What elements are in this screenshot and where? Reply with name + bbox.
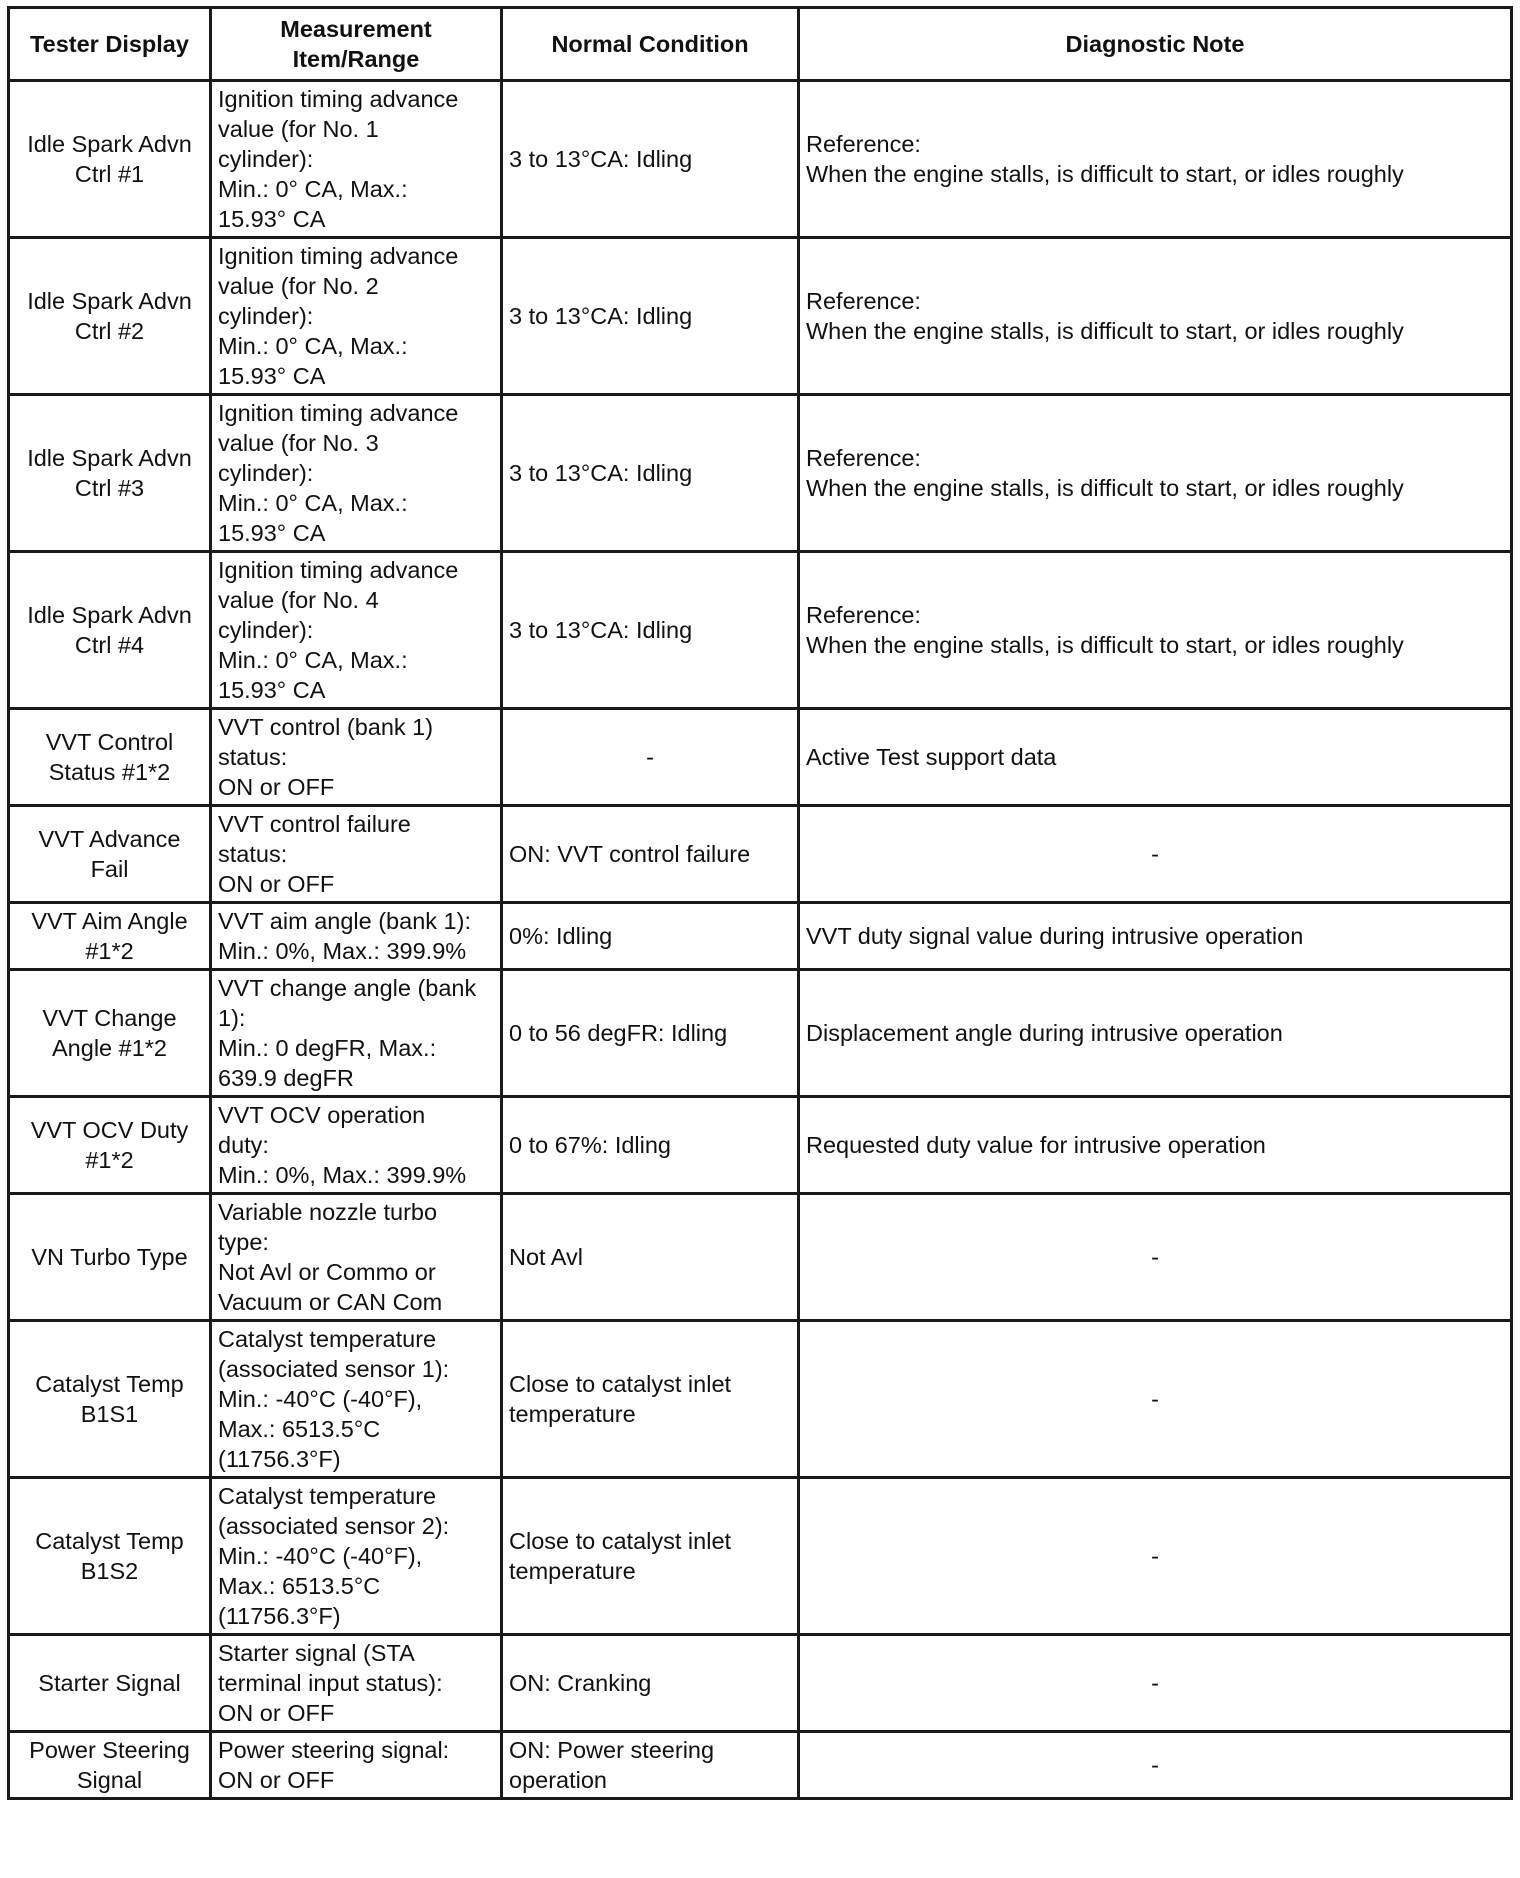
normal-condition-cell [502,1097,799,1194]
cell-text-line: ON: VVT control failure [509,841,751,867]
header-normal-condition: Normal Condition [502,8,799,81]
cell-text-line: Catalyst Temp [35,1528,184,1554]
diagnostic-note-cell [799,238,1512,395]
cell-text-line: #1*2 [85,938,134,964]
cell-text-line: Signal [76,1767,143,1793]
cell-text-line: When the engine stalls, is difficult to start, or idles roughly [806,475,1404,501]
cell-text-line: VVT Control [45,729,174,755]
measurement-cell [211,709,502,806]
tester-display-cell [9,1194,211,1321]
cell-text-line: Ignition timing advance [218,86,459,112]
cell-text-line: Min.: 0° CA, Max.: [218,333,408,359]
header-measurement-line: Item/Range [292,46,420,72]
table-row [9,552,1512,709]
cell-text-line: temperature [509,1401,636,1427]
cell-text-line: - [1151,1244,1159,1270]
normal-condition-cell [502,238,799,395]
diagnostic-note-cell [799,1321,1512,1478]
cell-text-line: Angle #1*2 [52,1035,167,1061]
table-row [9,1097,1512,1194]
cell-text-line: 0 to 56 degFR: Idling [509,1020,728,1046]
cell-text-line: B1S2 [80,1558,139,1584]
cell-text-line: (associated sensor 1): [218,1356,450,1382]
diagnostic-note-cell [799,1732,1512,1799]
diagnostic-note-cell [799,1478,1512,1635]
measurement-cell [211,395,502,552]
cell-text-line: ON or OFF [218,1767,335,1793]
cell-text-line: VVT control failure [218,811,411,837]
header-row [9,8,1512,81]
cell-text-line: value (for No. 4 [218,587,379,613]
cell-text-line: cylinder): [218,460,314,486]
header-diagnostic-note: Diagnostic Note [799,8,1512,81]
cell-text-line: value (for No. 3 [218,430,379,456]
cell-text-line: - [1151,1543,1159,1569]
cell-text-line: Catalyst Temp [35,1371,184,1397]
cell-text-line: status: [218,744,288,770]
cell-text-line: 15.93° CA [218,677,326,703]
measurement-cell [211,1732,502,1799]
cell-text-line: 0%: Idling [509,923,613,949]
cell-text-line: Ctrl #2 [74,318,145,344]
cell-text-line: When the engine stalls, is difficult to start, or idles roughly [806,318,1404,344]
cell-text-line: Reference: [806,602,921,628]
measurement-cell [211,1194,502,1321]
tester-display-cell [9,1321,211,1478]
cell-text-line: VVT Aim Angle [31,908,188,934]
cell-text-line: (11756.3°F) [218,1446,341,1472]
normal-condition-cell [502,970,799,1097]
cell-text-line: Not Avl or Commo or [218,1259,436,1285]
cell-text-line: ON or OFF [218,774,335,800]
diagnostic-note-cell [799,806,1512,903]
cell-text-line: ON or OFF [218,1700,335,1726]
normal-condition-cell [502,81,799,238]
cell-text-line: - [646,744,654,770]
cell-text-line: VVT change angle (bank [218,975,477,1001]
cell-text-line: operation [509,1767,607,1793]
normal-condition-cell [502,395,799,552]
cell-text-line: Power steering signal: [218,1737,450,1763]
cell-text-line: Min.: 0%, Max.: 399.9% [218,1162,467,1188]
diagnostic-data-table [7,6,1513,1800]
cell-text-line: VVT Change [42,1005,177,1031]
cell-text-line: Displacement angle during intrusive operation [806,1020,1283,1046]
cell-text-line: VN Turbo Type [31,1244,188,1270]
table-header [9,8,1512,81]
cell-text-line: 3 to 13°CA: Idling [509,617,693,643]
table-row [9,806,1512,903]
measurement-cell [211,1097,502,1194]
diagnostic-note-cell [799,1097,1512,1194]
normal-condition-cell [502,903,799,970]
measurement-cell [211,806,502,903]
cell-text-line: Min.: 0° CA, Max.: [218,176,408,202]
normal-condition-cell [502,1732,799,1799]
table-row [9,238,1512,395]
cell-text-line: type: [218,1229,269,1255]
cell-text-line: 15.93° CA [218,520,326,546]
cell-text-line: Starter Signal [38,1670,181,1696]
table-row [9,709,1512,806]
table-row [9,81,1512,238]
measurement-cell [211,81,502,238]
diagnostic-note-cell [799,81,1512,238]
diagnostic-note-cell [799,552,1512,709]
normal-condition-cell [502,1478,799,1635]
cell-text-line: terminal input status): [218,1670,443,1696]
cell-text-line: Max.: 6513.5°C [218,1573,381,1599]
normal-condition-cell [502,552,799,709]
diagnostic-note-cell [799,970,1512,1097]
cell-text-line: (associated sensor 2): [218,1513,450,1539]
cell-text-line: cylinder): [218,146,314,172]
cell-text-line: ON: Power steering [509,1737,715,1763]
cell-text-line: duty: [218,1132,269,1158]
cell-text-line: Close to catalyst inlet [509,1528,732,1554]
table-row [9,1635,1512,1732]
tester-display-cell [9,970,211,1097]
tester-display-cell [9,395,211,552]
cell-text-line: Ctrl #1 [74,161,145,187]
tester-display-cell [9,709,211,806]
diagnostic-note-cell [799,1635,1512,1732]
cell-text-line: - [1151,841,1159,867]
table-row [9,1194,1512,1321]
header-measurement [211,8,502,81]
cell-text-line: Ignition timing advance [218,557,459,583]
table-row [9,903,1512,970]
cell-text-line: ON or OFF [218,871,335,897]
table-row [9,1321,1512,1478]
measurement-cell [211,903,502,970]
cell-text-line: 3 to 13°CA: Idling [509,460,693,486]
table-body [9,81,1512,1799]
cell-text-line: 15.93° CA [218,206,326,232]
cell-text-line: VVT Advance [38,826,181,852]
cell-text-line: VVT OCV Duty [30,1117,189,1143]
measurement-cell [211,970,502,1097]
cell-text-line: 639.9 degFR [218,1065,354,1091]
cell-text-line: Ignition timing advance [218,243,459,269]
cell-text-line: Ctrl #4 [74,632,145,658]
cell-text-line: 0 to 67%: Idling [509,1132,671,1158]
cell-text-line: cylinder): [218,617,314,643]
normal-condition-cell [502,806,799,903]
cell-text-line: Not Avl [509,1244,584,1270]
cell-text-line: Variable nozzle turbo [218,1199,438,1225]
table-row [9,1478,1512,1635]
cell-text-line: Idle Spark Advn [27,131,192,157]
tester-display-cell [9,1635,211,1732]
cell-text-line: Min.: 0° CA, Max.: [218,647,408,673]
diagnostic-note-cell [799,1194,1512,1321]
normal-condition-cell [502,709,799,806]
cell-text-line: Power Steering [29,1737,190,1763]
diagnostic-note-cell [799,709,1512,806]
cell-text-line: Status #1*2 [48,759,171,785]
tester-display-cell [9,1478,211,1635]
table-row [9,395,1512,552]
cell-text-line: ON: Cranking [509,1670,652,1696]
table-row [9,970,1512,1097]
cell-text-line: - [1151,1752,1159,1778]
cell-text-line: status: [218,841,288,867]
cell-text-line: Max.: 6513.5°C [218,1416,381,1442]
normal-condition-cell [502,1194,799,1321]
tester-display-cell [9,903,211,970]
table-row [9,1732,1512,1799]
cell-text-line: Vacuum or CAN Com [218,1289,443,1315]
cell-text-line: Min.: 0%, Max.: 399.9% [218,938,467,964]
cell-text-line: 3 to 13°CA: Idling [509,303,693,329]
cell-text-line: Reference: [806,131,921,157]
header-tester-display: Tester Display [9,8,211,81]
cell-text-line: Ctrl #3 [74,475,145,501]
cell-text-line: Requested duty value for intrusive operation [806,1132,1266,1158]
cell-text-line: Active Test support data [806,744,1057,770]
cell-text-line: Ignition timing advance [218,400,459,426]
measurement-cell [211,1478,502,1635]
cell-text-line: When the engine stalls, is difficult to start, or idles roughly [806,161,1404,187]
cell-text-line: (11756.3°F) [218,1603,341,1629]
cell-text-line: 15.93° CA [218,363,326,389]
header-measurement-line: Measurement [280,16,432,42]
cell-text-line: VVT OCV operation [218,1102,426,1128]
tester-display-cell [9,806,211,903]
cell-text-line: Starter signal (STA [218,1640,415,1666]
diagnostic-note-cell [799,395,1512,552]
tester-display-cell [9,1732,211,1799]
measurement-cell [211,238,502,395]
tester-display-cell [9,238,211,395]
diagnostic-note-cell [799,903,1512,970]
normal-condition-cell [502,1321,799,1478]
tester-display-cell [9,81,211,238]
cell-text-line: 3 to 13°CA: Idling [509,146,693,172]
cell-text-line: - [1151,1670,1159,1696]
cell-text-line: cylinder): [218,303,314,329]
cell-text-line: Reference: [806,288,921,314]
normal-condition-cell [502,1635,799,1732]
cell-text-line: Min.: -40°C (-40°F), [218,1386,423,1412]
cell-text-line: Min.: 0 degFR, Max.: [218,1035,437,1061]
cell-text-line: 1): [218,1005,246,1031]
cell-text-line: B1S1 [80,1401,139,1427]
tester-display-cell [9,552,211,709]
cell-text-line: Close to catalyst inlet [509,1371,732,1397]
cell-text-line: Idle Spark Advn [27,445,192,471]
measurement-cell [211,1635,502,1732]
cell-text-line: Reference: [806,445,921,471]
cell-text-line: temperature [509,1558,636,1584]
cell-text-line: VVT duty signal value during intrusive operation [806,923,1304,949]
cell-text-line: Catalyst temperature [218,1326,437,1352]
measurement-cell [211,1321,502,1478]
tester-display-cell [9,1097,211,1194]
cell-text-line: Fail [90,856,129,882]
measurement-cell [211,552,502,709]
cell-text-line: Idle Spark Advn [27,288,192,314]
cell-text-line: VVT control (bank 1) [218,714,434,740]
cell-text-line: When the engine stalls, is difficult to start, or idles roughly [806,632,1404,658]
cell-text-line: value (for No. 1 [218,116,379,142]
cell-text-line: #1*2 [85,1147,134,1173]
cell-text-line: value (for No. 2 [218,273,379,299]
cell-text-line: Idle Spark Advn [27,602,192,628]
cell-text-line: VVT aim angle (bank 1): [218,908,471,934]
cell-text-line: Min.: -40°C (-40°F), [218,1543,423,1569]
cell-text-line: Catalyst temperature [218,1483,437,1509]
cell-text-line: Min.: 0° CA, Max.: [218,490,408,516]
cell-text-line: - [1151,1386,1159,1412]
